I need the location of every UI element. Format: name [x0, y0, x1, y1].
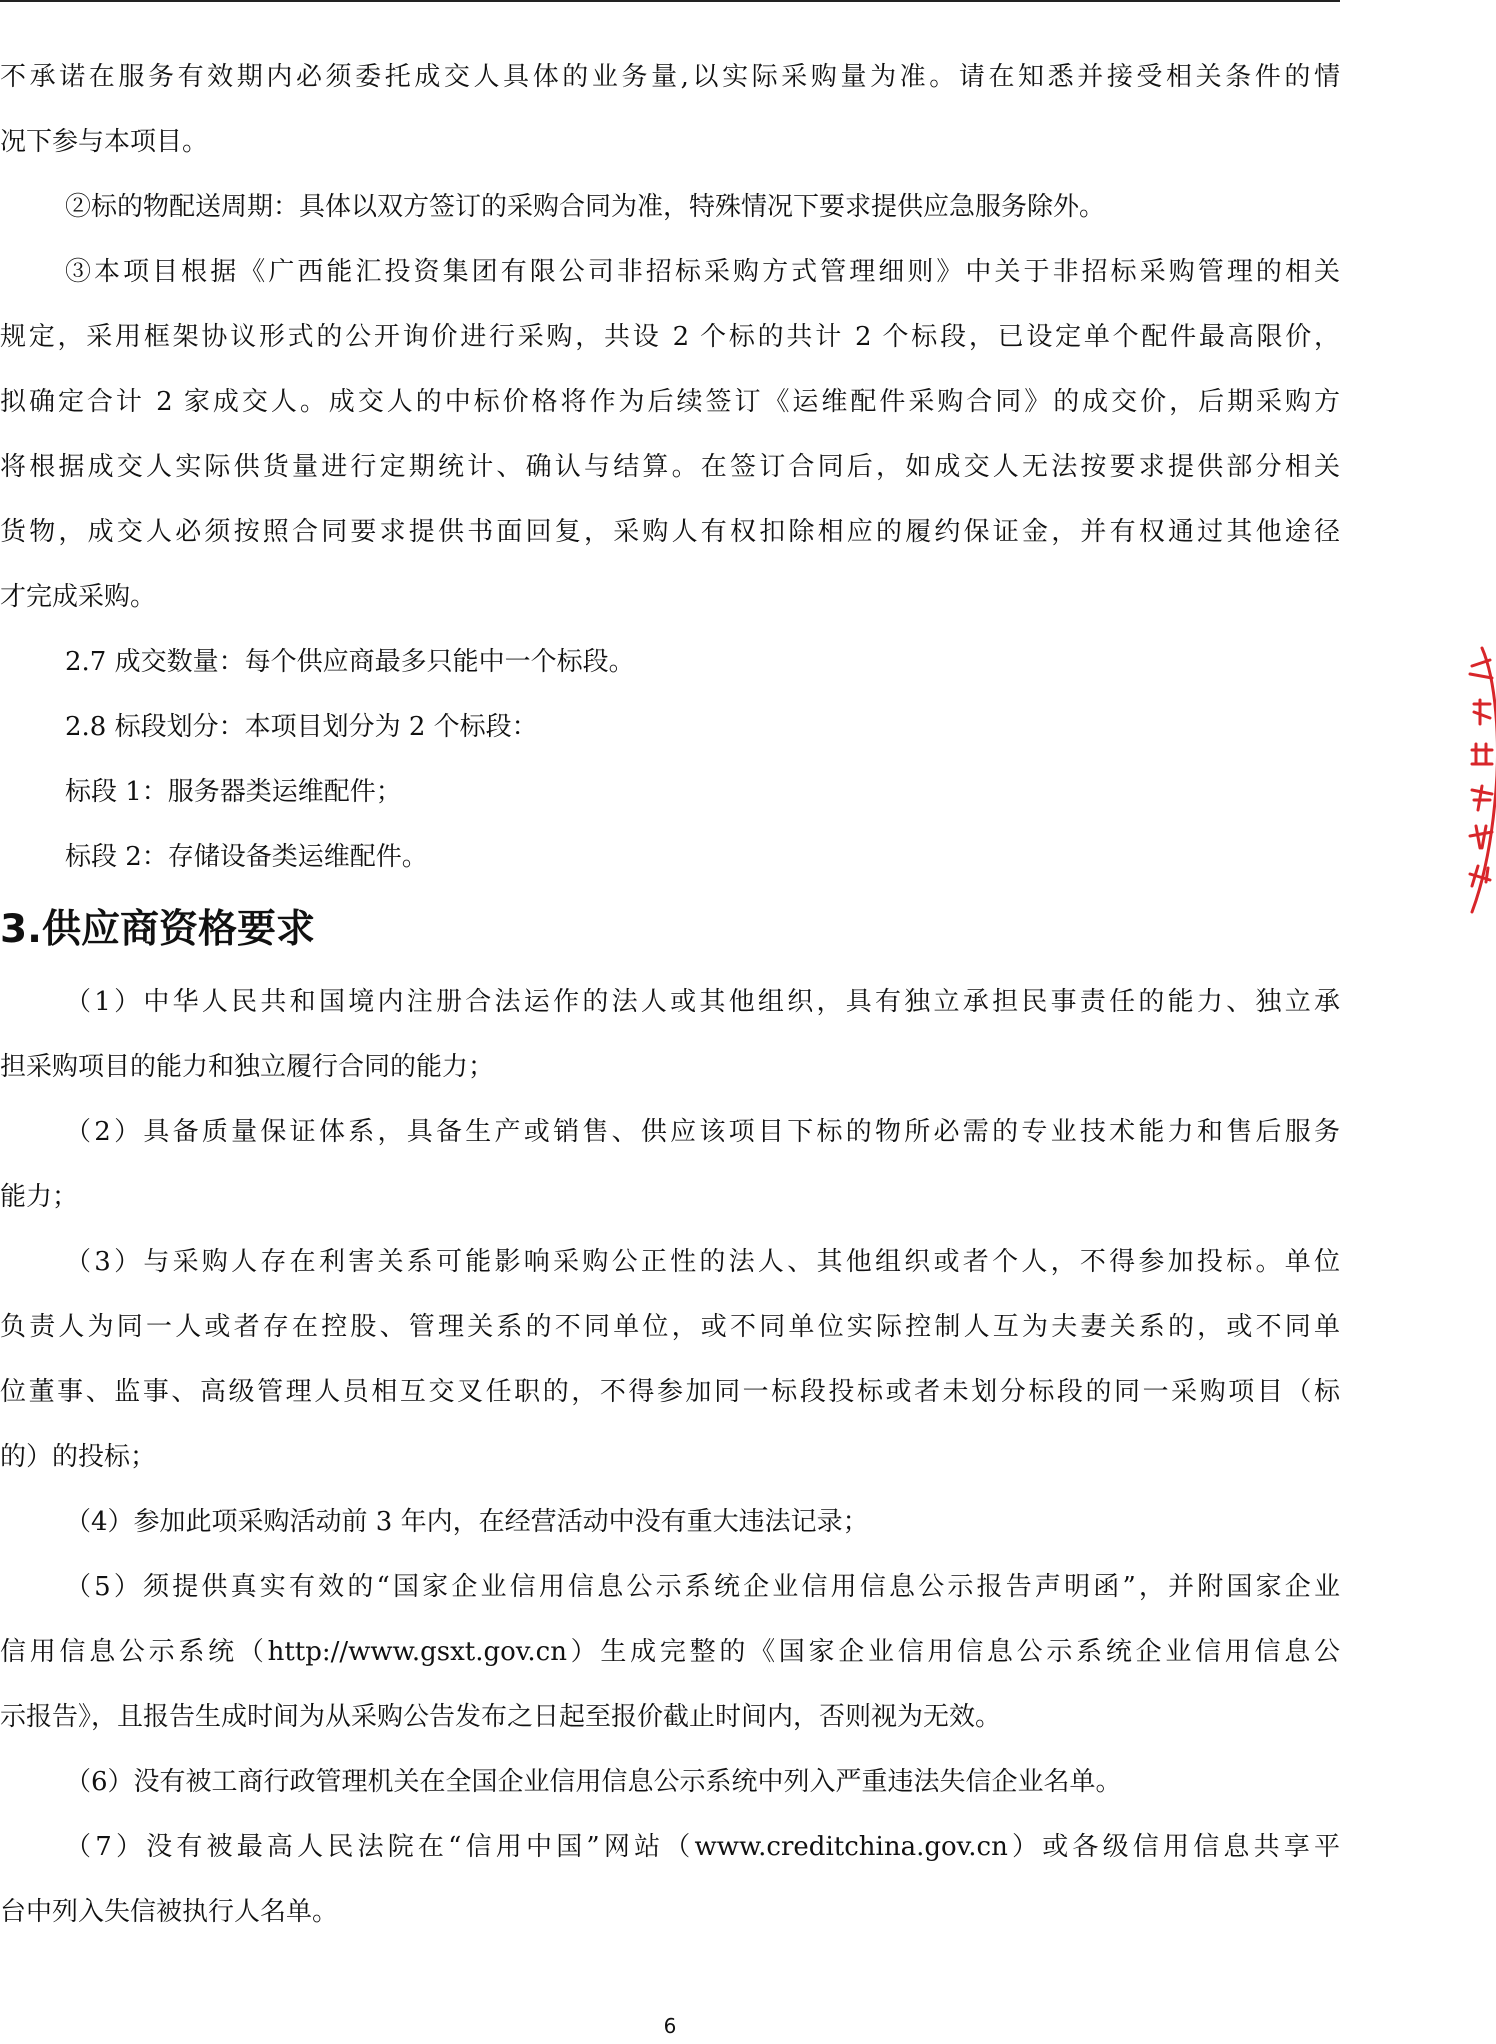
item-3-line-6: 才完成采购。: [0, 582, 157, 612]
item-3-line-2: 规定，采用框架协议形式的公开询价进行采购，共设 2 个标的共计 2 个标段，已设定单个配件最高限价，: [0, 322, 1340, 352]
req-1-line-1: （1）中华人民共和国境内注册合法运作的法人或其他组织，具有独立承担民事责任的能力、独立承: [65, 987, 1340, 1017]
req-1-line-2: 担采购项目的能力和独立履行合同的能力；: [0, 1052, 495, 1082]
req-3-line-3: 位董事、监事、高级管理人员相互交叉任职的，不得参加同一标段投标或者未划分标段的同一采购项目（标: [0, 1377, 1340, 1407]
req-4-line-1: （4）参加此项采购活动前 3 年内，在经营活动中没有重大违法记录；: [65, 1507, 869, 1537]
req-5-line-1: （5）须提供真实有效的“国家企业信用信息公示系统企业信用信息公示报告声明函”，并附国家企业: [65, 1572, 1340, 1602]
intro-line-1: 不承诺在服务有效期内必须委托成交人具体的业务量,以实际采购量为准。请在知悉并接受相关条件的情: [0, 62, 1340, 92]
lot-1: 标段 1：服务器类运维配件；: [65, 777, 402, 807]
section-2-8: 2.8 标段划分：本项目划分为 2 个标段：: [65, 712, 538, 742]
intro-line-2: 况下参与本项目。: [0, 127, 209, 157]
req-3-line-4: 的）的投标；: [0, 1442, 157, 1472]
page-number: 6: [663, 2014, 677, 2038]
req-7-line-2: 台中列入失信被执行人名单。: [0, 1897, 339, 1927]
req-2-line-2: 能力；: [0, 1182, 79, 1212]
lot-2: 标段 2：存储设备类运维配件。: [65, 842, 428, 872]
section-3-heading: 3.供应商资格要求: [0, 907, 315, 952]
req-7-line-1: （7）没有被最高人民法院在“信用中国”网站（www.creditchina.gov.cn）或各级信用信息共享平: [65, 1832, 1340, 1862]
req-3-line-1: （3）与采购人存在利害关系可能影响采购公正性的法人、其他组织或者个人，不得参加投标。单位: [65, 1247, 1340, 1277]
req-3-line-2: 负责人为同一人或者存在控股、管理关系的不同单位，或不同单位实际控制人互为夫妻关系的，或不同单: [0, 1312, 1340, 1342]
red-seal-stamp-fragment-icon: [1462, 640, 1496, 920]
req-5-line-2: 信用信息公示系统（http://www.gsxt.gov.cn）生成完整的《国家企业信用信息公示系统企业信用信息公: [0, 1637, 1340, 1667]
item-2-delivery-period: ②标的物配送周期：具体以双方签订的采购合同为准，特殊情况下要求提供应急服务除外。: [65, 192, 1106, 222]
header-rule: [0, 0, 1340, 2]
document-page: [0, 45, 1340, 1945]
item-3-line-1: ③本项目根据《广西能汇投资集团有限公司非招标采购方式管理细则》中关于非招标采购管理的相关: [65, 257, 1340, 287]
section-2-7: 2.7 成交数量：每个供应商最多只能中一个标段。: [65, 647, 635, 677]
item-3-line-5: 货物，成交人必须按照合同要求提供书面回复，采购人有权扣除相应的履约保证金，并有权通过其他途径: [0, 517, 1340, 547]
req-6-line-1: （6）没有被工商行政管理机关在全国企业信用信息公示系统中列入严重违法失信企业名单。: [65, 1767, 1122, 1797]
req-5-line-3: 示报告》，且报告生成时间为从采购公告发布之日起至报价截止时间内，否则视为无效。: [0, 1702, 1002, 1732]
req-2-line-1: （2）具备质量保证体系，具备生产或销售、供应该项目下标的物所必需的专业技术能力和售后服务: [65, 1117, 1340, 1147]
item-3-line-4: 将根据成交人实际供货量进行定期统计、确认与结算。在签订合同后，如成交人无法按要求提供部分相关: [0, 452, 1340, 482]
item-3-line-3: 拟确定合计 2 家成交人。成交人的中标价格将作为后续签订《运维配件采购合同》的成交价，后期采购方: [0, 387, 1340, 417]
